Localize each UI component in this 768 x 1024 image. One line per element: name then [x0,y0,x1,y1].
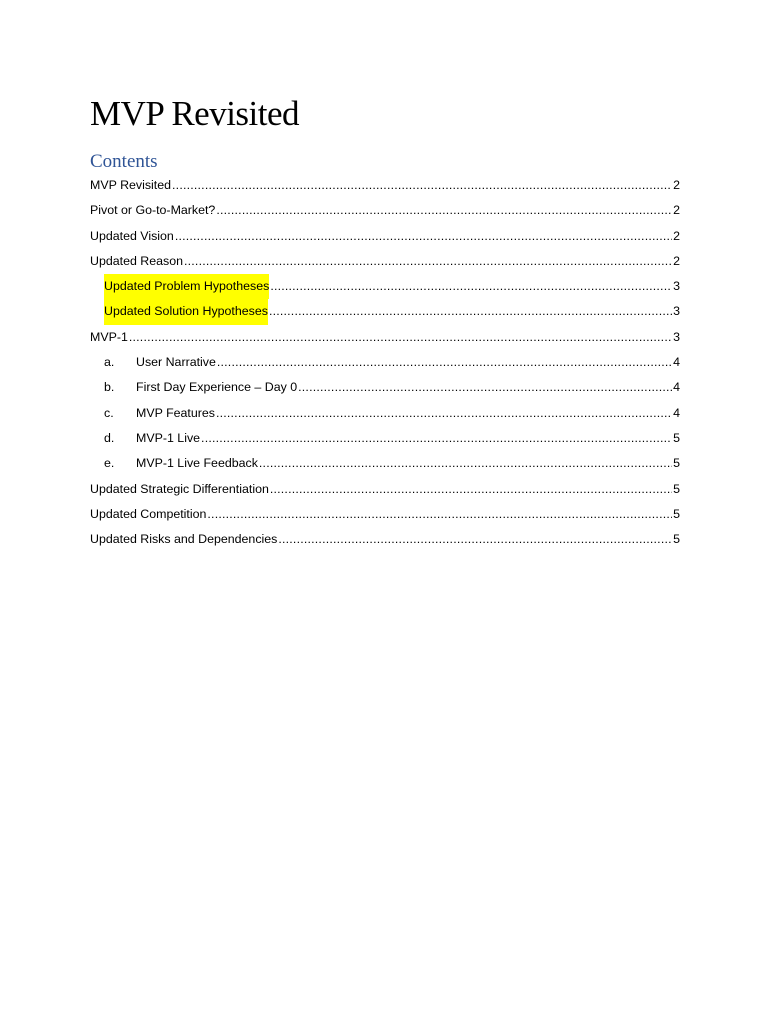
toc-entry[interactable] [90,477,680,502]
toc-page-number: 4 [673,405,680,420]
toc-heading: Contents [90,151,158,172]
toc-entry-marker: a. [104,355,115,370]
dot-leader [298,375,672,400]
toc-page-number: 5 [673,481,680,496]
toc-entry[interactable] [90,527,680,552]
toc-entry[interactable] [90,502,680,527]
toc-entry-marker: d. [104,430,115,445]
toc-entry-label[interactable]: MVP Features [136,405,215,420]
dot-leader [216,401,672,426]
toc-entry-label[interactable]: Updated Risks and Dependencies [90,532,278,547]
toc-entry-label[interactable]: User Narrative [136,355,216,370]
toc-entry-label[interactable]: MVP-1 Live Feedback [136,456,258,471]
toc-page-number: 2 [673,203,680,218]
toc-entry-label[interactable]: Updated Competition [90,506,207,521]
toc-entry-marker: c. [104,405,114,420]
toc-entry-label[interactable]: Updated Strategic Differentiation [90,481,269,496]
toc-page-number: 5 [673,532,680,547]
toc-entry-label[interactable]: Pivot or Go-to-Market? [90,203,216,218]
table-of-contents [90,173,680,552]
dot-leader [184,249,672,274]
toc-page-number: 5 [673,430,680,445]
toc-entry[interactable] [90,401,680,426]
toc-entry-label[interactable]: Updated Problem Hypotheses [104,274,269,299]
toc-entry[interactable] [90,224,680,249]
toc-entry[interactable] [90,249,680,274]
toc-page-number: 5 [673,456,680,471]
toc-entry[interactable] [90,173,680,198]
dot-leader [217,350,672,375]
toc-page-number: 4 [673,355,680,370]
toc-entry-label[interactable]: First Day Experience – Day 0 [136,380,298,395]
toc-page-number: 4 [673,380,680,395]
toc-entry[interactable] [90,299,680,324]
dot-leader [207,502,672,527]
toc-entry-label[interactable]: MVP-1 [90,329,128,344]
toc-entry[interactable] [90,350,680,375]
toc-entry-label[interactable]: Updated Vision [90,228,174,243]
toc-page-number: 3 [673,329,680,344]
dot-leader [201,426,672,451]
toc-entry[interactable] [90,274,680,299]
toc-entry-label[interactable]: Updated Reason [90,253,183,268]
dot-leader [270,477,672,502]
toc-entry[interactable] [90,198,680,223]
toc-entry[interactable] [90,451,680,476]
toc-entry-label[interactable]: Updated Solution Hypotheses [104,299,268,324]
toc-page-number: 2 [673,178,680,192]
toc-page-number: 2 [673,253,680,268]
page-title: MVP Revisited [90,94,300,133]
dot-leader [216,198,672,223]
dot-leader [269,299,672,324]
toc-entry[interactable] [90,375,680,400]
toc-page-number: 3 [673,279,680,294]
dot-leader [172,173,672,198]
toc-page-number: 5 [673,506,680,521]
toc-entry[interactable] [90,426,680,451]
toc-page-number: 2 [673,228,680,243]
dot-leader [129,325,672,350]
dot-leader [259,451,672,476]
dot-leader [175,224,672,249]
toc-entry-label[interactable]: MVP Revisited [90,178,172,192]
toc-entry[interactable] [90,325,680,350]
toc-entry-marker: b. [104,380,115,395]
toc-page-number: 3 [673,304,680,319]
dot-leader [278,527,672,552]
toc-entry-marker: e. [104,456,115,471]
dot-leader [270,274,672,299]
toc-entry-label[interactable]: MVP-1 Live [136,430,201,445]
